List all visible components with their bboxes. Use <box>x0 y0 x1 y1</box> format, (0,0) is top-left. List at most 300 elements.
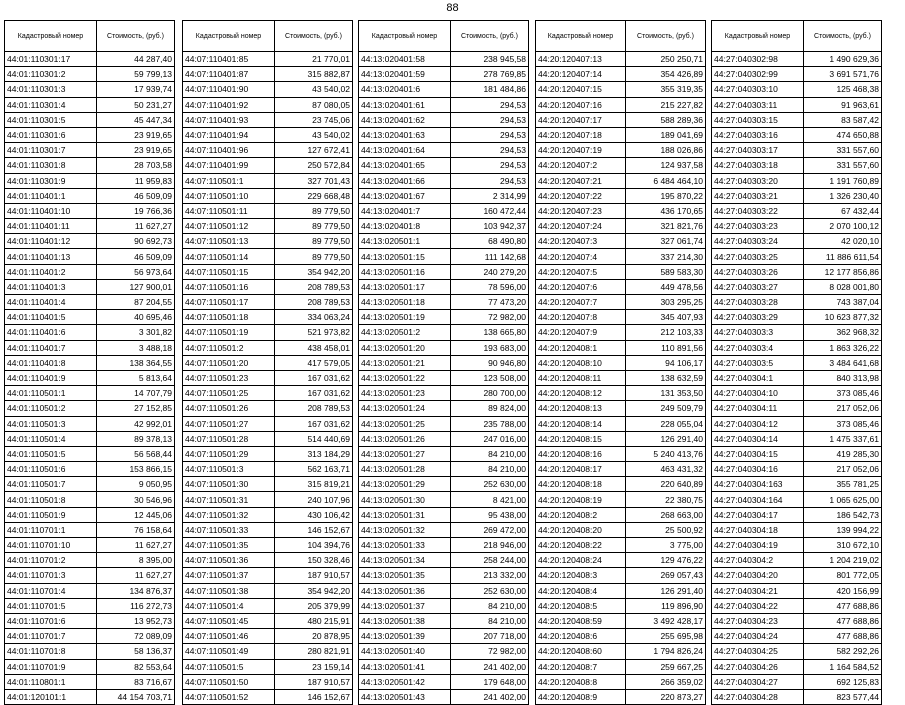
cost-cell: 801 772,05 <box>804 568 882 583</box>
header-cost: Стоимость, (руб.) <box>275 21 353 52</box>
table-row <box>536 112 706 127</box>
cadastral-number-cell: 44:07:110501:15 <box>183 264 275 279</box>
table-body <box>712 52 882 705</box>
cost-cell: 44 154 703,71 <box>97 689 175 704</box>
cadastral-number-cell: 44:07:110501:17 <box>183 295 275 310</box>
table-row <box>536 325 706 340</box>
cost-cell: 247 016,00 <box>451 431 529 446</box>
cadastral-number-cell: 44:13:020501:36 <box>359 583 451 598</box>
table-row <box>359 492 529 507</box>
cost-cell: 167 031,62 <box>275 416 353 431</box>
cadastral-number-cell: 44:13:020401:7 <box>359 203 451 218</box>
cost-cell: 229 668,48 <box>275 188 353 203</box>
cost-cell: 104 394,76 <box>275 538 353 553</box>
cost-cell: 1 191 760,89 <box>804 173 882 188</box>
table-row <box>5 67 175 82</box>
cadastral-number-cell: 44:27:040303:20 <box>712 173 804 188</box>
cadastral-number-cell: 44:27:040303:26 <box>712 264 804 279</box>
cost-cell: 250 250,71 <box>626 52 706 67</box>
table-row <box>536 279 706 294</box>
cost-cell: 1 490 629,36 <box>804 52 882 67</box>
table-row <box>359 568 529 583</box>
cost-cell: 124 937,58 <box>626 158 706 173</box>
table-row <box>359 446 529 461</box>
cadastral-number-cell: 44:13:020501:21 <box>359 355 451 370</box>
table-row <box>5 370 175 385</box>
cadastral-number-cell: 44:20:120408:2 <box>536 507 626 522</box>
cadastral-number-cell: 44:07:110501:32 <box>183 507 275 522</box>
cadastral-number-cell: 44:13:020501:37 <box>359 598 451 613</box>
cost-cell: 582 292,26 <box>804 644 882 659</box>
cadastral-number-cell: 44:01:110401:12 <box>5 234 97 249</box>
cost-cell: 181 484,86 <box>451 82 529 97</box>
cost-cell: 692 125,83 <box>804 674 882 689</box>
cost-cell: 94 106,17 <box>626 355 706 370</box>
cost-cell: 119 896,90 <box>626 598 706 613</box>
table-row <box>5 613 175 628</box>
table-row <box>359 143 529 158</box>
cost-cell: 268 663,00 <box>626 507 706 522</box>
cost-cell: 354 942,20 <box>275 583 353 598</box>
cost-cell: 110 891,56 <box>626 340 706 355</box>
table-row <box>183 310 353 325</box>
cost-cell: 9 050,95 <box>97 477 175 492</box>
cadastral-number-cell: 44:13:020401:59 <box>359 67 451 82</box>
cadastral-number-cell: 44:01:110301:6 <box>5 127 97 142</box>
table-row <box>5 507 175 522</box>
cadastral-number-cell: 44:01:110301:9 <box>5 173 97 188</box>
cost-cell: 90 692,73 <box>97 234 175 249</box>
table-row <box>359 613 529 628</box>
cost-cell: 72 982,00 <box>451 644 529 659</box>
cost-cell: 111 142,68 <box>451 249 529 264</box>
cost-cell: 220 640,89 <box>626 477 706 492</box>
cadastral-number-cell: 44:13:020501:22 <box>359 370 451 385</box>
table-row <box>183 644 353 659</box>
cadastral-number-cell: 44:07:110501:30 <box>183 477 275 492</box>
table-row <box>183 112 353 127</box>
cadastral-number-cell: 44:01:110701:10 <box>5 538 97 553</box>
table-row <box>712 507 882 522</box>
table-row <box>536 629 706 644</box>
table-row <box>359 431 529 446</box>
cost-cell: 235 788,00 <box>451 416 529 431</box>
cost-cell: 131 353,50 <box>626 386 706 401</box>
cost-cell: 21 770,01 <box>275 52 353 67</box>
table-row <box>183 340 353 355</box>
cadastral-number-cell: 44:13:020401:64 <box>359 143 451 158</box>
cadastral-number-cell: 44:13:020501:42 <box>359 674 451 689</box>
cost-cell: 331 557,60 <box>804 143 882 158</box>
table-row <box>359 279 529 294</box>
cost-cell: 207 718,00 <box>451 629 529 644</box>
table-row <box>359 583 529 598</box>
table-row <box>712 370 882 385</box>
cost-cell: 40 695,46 <box>97 310 175 325</box>
cost-cell: 23 919,65 <box>97 127 175 142</box>
cost-cell: 417 579,05 <box>275 355 353 370</box>
table-row <box>712 249 882 264</box>
cadastral-number-cell: 44:27:040304:23 <box>712 613 804 628</box>
cost-cell: 436 170,65 <box>626 203 706 218</box>
cadastral-number-cell: 44:27:040303:17 <box>712 143 804 158</box>
cost-cell: 217 052,06 <box>804 462 882 477</box>
table-row <box>5 112 175 127</box>
cadastral-number-cell: 44:01:110301:2 <box>5 67 97 82</box>
cadastral-number-cell: 44:01:110501:7 <box>5 477 97 492</box>
table-row <box>359 538 529 553</box>
table-row <box>536 553 706 568</box>
cadastral-number-cell: 44:01:110501:4 <box>5 431 97 446</box>
cadastral-number-cell: 44:13:020401:67 <box>359 188 451 203</box>
table-row <box>359 112 529 127</box>
cadastral-number-cell: 44:20:120408:10 <box>536 355 626 370</box>
cost-cell: 419 285,30 <box>804 446 882 461</box>
header-cadastral-number: Кадастровый номер <box>712 21 804 52</box>
cadastral-number-cell: 44:27:040303:25 <box>712 249 804 264</box>
cadastral-number-cell: 44:07:110501:11 <box>183 203 275 218</box>
cost-cell: 195 870,22 <box>626 188 706 203</box>
table-row <box>183 173 353 188</box>
cost-cell: 58 136,37 <box>97 644 175 659</box>
table-row <box>5 674 175 689</box>
table-row <box>183 416 353 431</box>
cadastral-number-cell: 44:01:110501:3 <box>5 416 97 431</box>
table-row <box>712 127 882 142</box>
cadastral-number-cell: 44:13:020501:29 <box>359 477 451 492</box>
cost-cell: 179 648,00 <box>451 674 529 689</box>
cost-cell: 1 164 584,52 <box>804 659 882 674</box>
cadastral-number-cell: 44:01:110401:10 <box>5 203 97 218</box>
cadastral-number-cell: 44:20:120407:19 <box>536 143 626 158</box>
cost-cell: 84 210,00 <box>451 446 529 461</box>
table-row <box>712 644 882 659</box>
table-row <box>183 522 353 537</box>
cadastral-number-cell: 44:07:110401:85 <box>183 52 275 67</box>
cadastral-number-cell: 44:07:110501:26 <box>183 401 275 416</box>
cadastral-number-cell: 44:20:120407:9 <box>536 325 626 340</box>
table-row <box>5 279 175 294</box>
cadastral-number-cell: 44:07:110501:49 <box>183 644 275 659</box>
cadastral-number-cell: 44:20:120407:24 <box>536 219 626 234</box>
cost-cell: 14 707,79 <box>97 386 175 401</box>
cost-cell: 22 380,75 <box>626 492 706 507</box>
cadastral-number-cell: 44:27:040304:1 <box>712 370 804 385</box>
table-row <box>712 522 882 537</box>
cost-cell: 241 402,00 <box>451 659 529 674</box>
cadastral-number-cell: 44:20:120407:2 <box>536 158 626 173</box>
cost-cell: 11 959,83 <box>97 173 175 188</box>
cadastral-number-cell: 44:07:110501:1 <box>183 173 275 188</box>
cadastral-number-cell: 44:20:120408:3 <box>536 568 626 583</box>
cadastral-number-cell: 44:27:040304:16 <box>712 462 804 477</box>
table-row <box>183 219 353 234</box>
cost-cell: 480 215,91 <box>275 613 353 628</box>
table-row <box>5 629 175 644</box>
cadastral-number-cell: 44:20:120407:21 <box>536 173 626 188</box>
cost-cell: 89 378,13 <box>97 431 175 446</box>
cadastral-number-cell: 44:01:110501:9 <box>5 507 97 522</box>
cost-cell: 303 295,25 <box>626 295 706 310</box>
table-row <box>183 158 353 173</box>
cost-cell: 78 596,00 <box>451 279 529 294</box>
cost-cell: 50 231,27 <box>97 97 175 112</box>
cost-cell: 28 703,58 <box>97 158 175 173</box>
table-row <box>712 674 882 689</box>
table-row <box>183 659 353 674</box>
table-row <box>712 203 882 218</box>
cost-cell: 146 152,67 <box>275 689 353 704</box>
cost-cell: 95 438,00 <box>451 507 529 522</box>
cadastral-number-cell: 44:13:020401:65 <box>359 158 451 173</box>
cost-cell: 84 210,00 <box>451 462 529 477</box>
table-row <box>359 173 529 188</box>
table-row <box>536 659 706 674</box>
cadastral-number-cell: 44:13:020501:17 <box>359 279 451 294</box>
cost-cell: 743 387,04 <box>804 295 882 310</box>
cost-cell: 129 476,22 <box>626 553 706 568</box>
cadastral-number-cell: 44:13:020501:34 <box>359 553 451 568</box>
cost-cell: 327 061,74 <box>626 234 706 249</box>
table-row <box>712 82 882 97</box>
cadastral-number-cell: 44:07:110501:2 <box>183 340 275 355</box>
table-row <box>5 203 175 218</box>
cadastral-number-cell: 44:01:110401:8 <box>5 355 97 370</box>
cost-cell: 89 779,50 <box>275 234 353 249</box>
table-row <box>712 340 882 355</box>
cost-cell: 252 630,00 <box>451 477 529 492</box>
cadastral-number-cell: 44:27:040304:14 <box>712 431 804 446</box>
cadastral-number-cell: 44:01:110701:9 <box>5 659 97 674</box>
table-row <box>183 386 353 401</box>
cadastral-number-cell: 44:20:120408:9 <box>536 689 626 704</box>
cadastral-number-cell: 44:27:040304:21 <box>712 583 804 598</box>
cadastral-number-cell: 44:20:120408:15 <box>536 431 626 446</box>
cadastral-number-cell: 44:20:120407:14 <box>536 67 626 82</box>
cadastral-number-cell: 44:27:040304:10 <box>712 386 804 401</box>
cadastral-number-cell: 44:27:040304:163 <box>712 477 804 492</box>
cadastral-number-cell: 44:20:120407:15 <box>536 82 626 97</box>
table-row <box>183 507 353 522</box>
cadastral-number-cell: 44:27:040303:22 <box>712 203 804 218</box>
cost-cell: 354 426,89 <box>626 67 706 82</box>
cost-cell: 310 672,10 <box>804 538 882 553</box>
cadastral-number-cell: 44:07:110501:27 <box>183 416 275 431</box>
cadastral-number-cell: 44:01:110401:3 <box>5 279 97 294</box>
table-row <box>712 188 882 203</box>
table-row <box>536 674 706 689</box>
cost-cell: 125 468,38 <box>804 82 882 97</box>
cadastral-number-cell: 44:27:040304:26 <box>712 659 804 674</box>
table-row <box>359 370 529 385</box>
cadastral-number-cell: 44:20:120407:23 <box>536 203 626 218</box>
table-row <box>712 583 882 598</box>
table-row <box>5 598 175 613</box>
cost-cell: 139 994,22 <box>804 522 882 537</box>
cost-cell: 355 781,25 <box>804 477 882 492</box>
cost-cell: 238 945,58 <box>451 52 529 67</box>
cadastral-number-cell: 44:01:110701:4 <box>5 583 97 598</box>
cost-cell: 12 445,06 <box>97 507 175 522</box>
cost-cell: 430 106,42 <box>275 507 353 522</box>
table-row <box>359 553 529 568</box>
table-row <box>359 203 529 218</box>
cadastral-number-cell: 44:27:040303:3 <box>712 325 804 340</box>
cadastral-number-cell: 44:01:110701:2 <box>5 553 97 568</box>
cost-cell: 11 627,27 <box>97 568 175 583</box>
cadastral-number-cell: 44:27:040303:24 <box>712 234 804 249</box>
cost-cell: 25 500,92 <box>626 522 706 537</box>
table-row <box>183 492 353 507</box>
table-row <box>712 97 882 112</box>
table-row <box>183 401 353 416</box>
cost-cell: 3 488,18 <box>97 340 175 355</box>
table-row <box>712 325 882 340</box>
cadastral-number-cell: 44:13:020501:35 <box>359 568 451 583</box>
table-row <box>536 689 706 704</box>
cost-cell: 373 085,46 <box>804 416 882 431</box>
cost-cell: 138 632,59 <box>626 370 706 385</box>
table-row <box>359 158 529 173</box>
cost-cell: 188 026,86 <box>626 143 706 158</box>
table-row <box>359 67 529 82</box>
cadastral-number-cell: 44:20:120408:24 <box>536 553 626 568</box>
table-row <box>183 689 353 704</box>
table-row <box>359 689 529 704</box>
table-row <box>536 477 706 492</box>
table-row <box>5 462 175 477</box>
cadastral-number-cell: 44:13:020501:43 <box>359 689 451 704</box>
cadastral-number-cell: 44:27:040302:98 <box>712 52 804 67</box>
cost-cell: 280 700,00 <box>451 386 529 401</box>
cost-cell: 562 163,71 <box>275 462 353 477</box>
header-cadastral-number: Кадастровый номер <box>183 21 275 52</box>
cadastral-number-cell: 44:13:020501:28 <box>359 462 451 477</box>
cadastral-number-cell: 44:20:120407:4 <box>536 249 626 264</box>
cadastral-number-cell: 44:01:110301:3 <box>5 82 97 97</box>
cadastral-number-cell: 44:07:110501:28 <box>183 431 275 446</box>
tables-container <box>0 20 905 702</box>
table-row <box>536 188 706 203</box>
cadastral-number-cell: 44:20:120407:5 <box>536 264 626 279</box>
cost-cell: 12 177 856,86 <box>804 264 882 279</box>
table-row <box>5 492 175 507</box>
table-row <box>536 370 706 385</box>
table-row <box>183 82 353 97</box>
cadastral-number-cell: 44:13:020501:26 <box>359 431 451 446</box>
table-row <box>712 67 882 82</box>
cadastral-number-cell: 44:07:110501:45 <box>183 613 275 628</box>
table-row <box>536 67 706 82</box>
cadastral-number-cell: 44:01:110401:13 <box>5 249 97 264</box>
cost-cell: 59 799,13 <box>97 67 175 82</box>
table-row <box>183 568 353 583</box>
cadastral-number-cell: 44:01:110401:1 <box>5 188 97 203</box>
cadastral-number-cell: 44:07:110501:37 <box>183 568 275 583</box>
cost-cell: 1 204 219,02 <box>804 553 882 568</box>
cost-cell: 588 289,36 <box>626 112 706 127</box>
cost-cell: 187 910,57 <box>275 674 353 689</box>
cadastral-number-cell: 44:07:110501:31 <box>183 492 275 507</box>
cost-cell: 331 557,60 <box>804 158 882 173</box>
cadastral-number-cell: 44:13:020501:39 <box>359 629 451 644</box>
table-row <box>5 689 175 704</box>
table-row <box>183 264 353 279</box>
cadastral-number-cell: 44:20:120408:59 <box>536 613 626 628</box>
cost-cell: 42 992,01 <box>97 416 175 431</box>
table-row <box>536 446 706 461</box>
table-row <box>536 158 706 173</box>
cost-cell: 218 946,00 <box>451 538 529 553</box>
cost-cell: 240 279,20 <box>451 264 529 279</box>
cadastral-number-cell: 44:01:110701:5 <box>5 598 97 613</box>
cost-cell: 1 065 625,00 <box>804 492 882 507</box>
cost-cell: 67 432,44 <box>804 203 882 218</box>
cost-cell: 355 319,35 <box>626 82 706 97</box>
cadastral-number-cell: 44:07:110401:90 <box>183 82 275 97</box>
cadastral-number-cell: 44:07:110501:25 <box>183 386 275 401</box>
cost-cell: 6 484 464,10 <box>626 173 706 188</box>
table-row <box>5 416 175 431</box>
cadastral-number-cell: 44:13:020501:1 <box>359 234 451 249</box>
table-row <box>536 462 706 477</box>
cost-cell: 255 695,98 <box>626 629 706 644</box>
cost-cell: 373 085,46 <box>804 386 882 401</box>
table-row <box>183 234 353 249</box>
cadastral-number-cell: 44:07:110501:23 <box>183 370 275 385</box>
cadastral-number-cell: 44:13:020501:41 <box>359 659 451 674</box>
cost-cell: 5 240 413,76 <box>626 446 706 461</box>
header-cost: Стоимость, (руб.) <box>804 21 882 52</box>
cadastral-number-cell: 44:07:110501:35 <box>183 538 275 553</box>
cadastral-number-cell: 44:20:120408:4 <box>536 583 626 598</box>
cost-cell: 23 159,14 <box>275 659 353 674</box>
table-row <box>712 401 882 416</box>
table-row <box>536 219 706 234</box>
cadastral-number-cell: 44:13:020501:2 <box>359 325 451 340</box>
table-row <box>536 401 706 416</box>
table-row <box>183 629 353 644</box>
table-row <box>183 355 353 370</box>
cost-cell: 258 244,00 <box>451 553 529 568</box>
cost-cell: 294,53 <box>451 173 529 188</box>
table-row <box>183 188 353 203</box>
cadastral-number-cell: 44:01:110401:9 <box>5 370 97 385</box>
table-row <box>5 127 175 142</box>
table-row <box>712 598 882 613</box>
cadastral-number-cell: 44:20:120408:7 <box>536 659 626 674</box>
cadastral-number-cell: 44:27:040303:16 <box>712 127 804 142</box>
table-row <box>183 431 353 446</box>
cost-cell: 208 789,53 <box>275 295 353 310</box>
cadastral-number-cell: 44:01:110301:4 <box>5 97 97 112</box>
table-row <box>536 568 706 583</box>
cadastral-number-cell: 44:07:110501:12 <box>183 219 275 234</box>
cost-cell: 294,53 <box>451 143 529 158</box>
header-cadastral-number: Кадастровый номер <box>5 21 97 52</box>
cadastral-number-cell: 44:07:110401:93 <box>183 112 275 127</box>
table-row <box>183 446 353 461</box>
cadastral-number-cell: 44:01:110401:5 <box>5 310 97 325</box>
cadastral-number-cell: 44:20:120407:6 <box>536 279 626 294</box>
cadastral-number-cell: 44:13:020501:18 <box>359 295 451 310</box>
cadastral-number-cell: 44:13:020401:8 <box>359 219 451 234</box>
table-row <box>712 143 882 158</box>
table-row <box>5 553 175 568</box>
table-row <box>536 522 706 537</box>
table-row <box>536 203 706 218</box>
cost-cell: 134 876,37 <box>97 583 175 598</box>
